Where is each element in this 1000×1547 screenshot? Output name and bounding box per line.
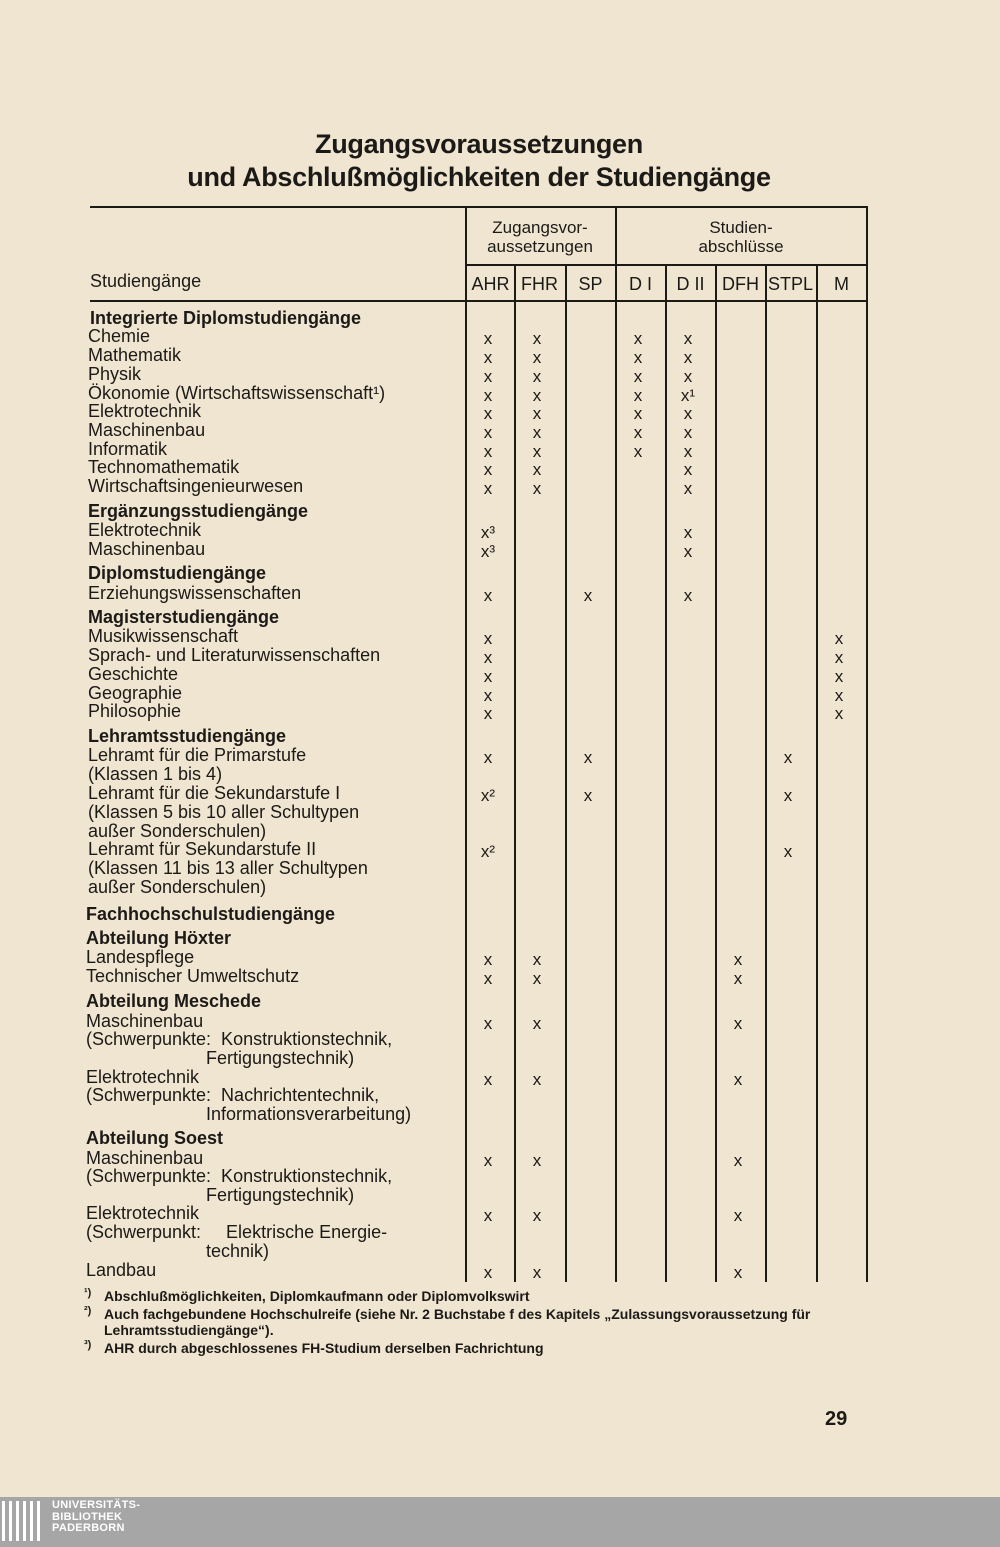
cell-mark: x — [532, 1151, 542, 1170]
cell-mark: x — [834, 686, 844, 705]
row-label: Wirtschaftsingenieurwesen — [88, 476, 304, 496]
cell-mark: x — [834, 667, 844, 686]
row-label: Integrierte Diplomstudiengänge — [90, 308, 362, 328]
footnote — [84, 1288, 874, 1304]
row-label: Elektrotechnik — [88, 520, 202, 540]
cell-mark: x — [683, 348, 693, 367]
cell-mark: x — [633, 442, 643, 461]
table-top-rule — [90, 206, 868, 208]
row-label: Fertigungstechnik) — [86, 1185, 355, 1205]
cell-mark: x — [483, 586, 493, 605]
row-label: Ökonomie (Wirtschaftswissenschaft¹) — [88, 383, 386, 403]
row-label: (Schwerpunkt: Elektrische Energie- — [86, 1222, 388, 1242]
cell-mark: x — [532, 460, 542, 479]
cell-mark: x — [733, 1070, 743, 1089]
cell-mark: x — [683, 367, 693, 386]
cell-mark: x — [483, 1263, 493, 1282]
cell-mark: x — [483, 329, 493, 348]
row-label: Informationsverarbeitung) — [86, 1104, 412, 1124]
column-divider — [514, 264, 516, 1282]
cell-mark: x — [683, 329, 693, 348]
cell-mark: x — [583, 586, 593, 605]
row-label: technik) — [86, 1241, 270, 1261]
row-label: Geographie — [88, 683, 183, 703]
cell-mark: x — [532, 423, 542, 442]
row-label: Informatik — [88, 439, 168, 459]
cell-mark: x — [483, 629, 493, 648]
cell-mark: x — [633, 386, 643, 405]
cell-mark: x — [483, 479, 493, 498]
row-label: Erziehungswissenschaften — [88, 583, 302, 603]
cell-mark: x — [683, 460, 693, 479]
row-label: (Schwerpunkte: Nachrichtentechnik, — [86, 1085, 380, 1105]
cell-mark: x — [733, 969, 743, 988]
cell-mark: x — [733, 1263, 743, 1282]
row-label: Maschinenbau — [86, 1011, 204, 1031]
row-label: (Klassen 11 bis 13 aller Schultypen — [88, 858, 368, 878]
footnote-number: ²) — [84, 1305, 92, 1317]
cell-mark: x — [633, 404, 643, 423]
row-label: Fachhochschulstudiengänge — [86, 904, 336, 924]
column-divider — [866, 206, 868, 1282]
cell-mark: x — [733, 950, 743, 969]
cell-mark: x — [532, 479, 542, 498]
cell-mark: x — [532, 1014, 542, 1033]
column-header: D II — [676, 274, 705, 294]
column-header: STPL — [767, 274, 814, 294]
row-label: Lehramt für die Primarstufe — [88, 745, 307, 765]
cell-mark: x³ — [480, 523, 496, 542]
library-logo-icon — [2, 1501, 44, 1541]
cell-mark: x² — [480, 786, 496, 805]
column-divider — [565, 264, 567, 1282]
row-label: Elektrotechnik — [86, 1203, 200, 1223]
row-label: Physik — [88, 364, 142, 384]
row-label: Mathematik — [88, 345, 182, 365]
cell-mark: x — [483, 686, 493, 705]
row-label: Abteilung Höxter — [86, 928, 232, 948]
row-label: Philosophie — [88, 701, 182, 721]
row-label: Landbau — [86, 1260, 157, 1280]
group-header-zugang: Zugangsvor- aussetzungen — [487, 218, 593, 256]
cell-mark: x — [483, 386, 493, 405]
cell-mark: x — [532, 1206, 542, 1225]
cell-mark: x — [483, 348, 493, 367]
cell-mark: x — [733, 1014, 743, 1033]
row-label: Lehramt für Sekundarstufe II — [88, 839, 317, 859]
cell-mark: x — [683, 586, 693, 605]
row-label: (Klassen 1 bis 4) — [88, 764, 223, 784]
cell-mark: x — [683, 404, 693, 423]
cell-mark: x — [834, 704, 844, 723]
cell-mark: x — [483, 648, 493, 667]
column-header: D I — [628, 274, 652, 294]
cell-mark: x — [483, 423, 493, 442]
column-divider — [615, 206, 617, 1282]
row-label: (Schwerpunkte: Konstruktionstechnik, — [86, 1166, 393, 1186]
footnote-text: Abschlußmöglichkeiten, Diplomkaufmann oder Diplomvolkswirt — [104, 1288, 530, 1304]
column-header: SP — [578, 274, 603, 294]
column-divider — [465, 206, 467, 1282]
column-header: DFH — [722, 274, 759, 294]
column-header: FHR — [521, 274, 558, 294]
row-label: Elektrotechnik — [86, 1067, 200, 1087]
footnote — [84, 1306, 874, 1338]
page-title-line1: Zugangsvoraussetzungen — [315, 129, 643, 159]
cell-mark: x¹ — [680, 386, 696, 405]
row-label: Technischer Umweltschutz — [86, 966, 300, 986]
cell-mark: x — [532, 329, 542, 348]
row-label: Lehramt für die Sekundarstufe I — [88, 783, 341, 803]
row-label: Fertigungstechnik) — [86, 1048, 355, 1068]
cell-mark: x — [483, 442, 493, 461]
row-label: Abteilung Soest — [86, 1128, 224, 1148]
cell-mark: x — [532, 442, 542, 461]
cell-mark: x — [834, 629, 844, 648]
cell-mark: x — [483, 1151, 493, 1170]
cell-mark: x — [483, 950, 493, 969]
cell-mark: x — [783, 842, 793, 861]
cell-mark: x — [583, 748, 593, 767]
column-divider — [765, 264, 767, 1282]
cell-mark: x — [532, 386, 542, 405]
cell-mark: x — [532, 404, 542, 423]
cell-mark: x — [733, 1206, 743, 1225]
row-label: Technomathematik — [88, 457, 240, 477]
row-label: Sprach- und Literaturwissenschaften — [88, 645, 381, 665]
cell-mark: x — [633, 367, 643, 386]
row-label: außer Sonderschulen) — [88, 877, 267, 897]
footnote-number: ¹) — [84, 1287, 92, 1299]
row-label: außer Sonderschulen) — [88, 821, 267, 841]
footnote-number: ³) — [84, 1339, 92, 1351]
cell-mark: x — [483, 404, 493, 423]
column-header: AHR — [471, 274, 510, 294]
row-label: Magisterstudiengänge — [88, 607, 280, 627]
row-label: Chemie — [88, 326, 151, 346]
column-divider — [665, 264, 667, 1282]
row-label: Maschinenbau — [88, 539, 206, 559]
cell-mark: x — [683, 442, 693, 461]
library-footer-bar — [0, 1497, 1000, 1547]
cell-mark: x — [483, 704, 493, 723]
page-title-line2: und Abschlußmöglichkeiten der Studiengänge — [187, 162, 771, 192]
group-header-rule — [465, 264, 868, 266]
cell-mark: x — [683, 479, 693, 498]
cell-mark: x — [532, 348, 542, 367]
cell-mark: x — [783, 786, 793, 805]
column-divider — [715, 264, 717, 1282]
row-label: Landespflege — [86, 947, 195, 967]
cell-mark: x — [633, 348, 643, 367]
cell-mark: x — [683, 423, 693, 442]
cell-mark: x — [633, 423, 643, 442]
row-label: Musikwissenschaft — [88, 626, 239, 646]
cell-mark: x — [683, 523, 693, 542]
row-label: Geschichte — [88, 664, 179, 684]
cell-mark: x — [633, 329, 643, 348]
cell-mark: x — [834, 648, 844, 667]
row-label: Maschinenbau — [88, 420, 206, 440]
cell-mark: x — [483, 1070, 493, 1089]
cell-mark: x — [483, 367, 493, 386]
cell-mark: x — [483, 969, 493, 988]
group-header-abschluss: Studien- abschlüsse — [698, 218, 784, 256]
cell-mark: x — [583, 786, 593, 805]
cell-mark: x³ — [480, 542, 496, 561]
row-label: (Klassen 5 bis 10 aller Schultypen — [88, 802, 360, 822]
row-label: Diplomstudiengänge — [88, 563, 267, 583]
header-bottom-rule — [90, 300, 868, 302]
library-name: UNIVERSITÄTS- BIBLIOTHEK PADERBORN — [52, 1499, 141, 1534]
cell-mark: x — [483, 460, 493, 479]
cell-mark: x² — [480, 842, 496, 861]
cell-mark: x — [532, 969, 542, 988]
row-label: Elektrotechnik — [88, 401, 202, 421]
footnote-text: AHR durch abgeschlossenes FH-Studium derselben Fachrichtung — [104, 1340, 544, 1356]
row-label: Maschinenbau — [86, 1148, 204, 1168]
cell-mark: x — [532, 367, 542, 386]
cell-mark: x — [483, 748, 493, 767]
row-label: (Schwerpunkte: Konstruktionstechnik, — [86, 1029, 393, 1049]
cell-mark: x — [783, 748, 793, 767]
column-divider — [816, 264, 818, 1282]
row-label: Abteilung Meschede — [86, 991, 262, 1011]
row-label: Lehramtsstudiengänge — [88, 726, 287, 746]
cell-mark: x — [483, 667, 493, 686]
studiengaenge-label: Studiengänge — [90, 271, 202, 291]
page-number: 29 — [825, 1408, 848, 1430]
cell-mark: x — [683, 542, 693, 561]
cell-mark: x — [532, 1263, 542, 1282]
footnote — [84, 1340, 874, 1356]
footnotes — [84, 1288, 874, 1358]
column-header: M — [834, 274, 849, 294]
cell-mark: x — [483, 1014, 493, 1033]
footnote-text: Auch fachgebundene Hochschulreife (siehe Nr. 2 Buchstabe f des Kapitels „Zulassungsvoraussetzung für Lehramtsstudiengänge“). — [104, 1306, 811, 1338]
cell-mark: x — [532, 950, 542, 969]
row-label: Ergänzungsstudiengänge — [88, 501, 309, 521]
cell-mark: x — [532, 1070, 542, 1089]
cell-mark: x — [733, 1151, 743, 1170]
cell-mark: x — [483, 1206, 493, 1225]
